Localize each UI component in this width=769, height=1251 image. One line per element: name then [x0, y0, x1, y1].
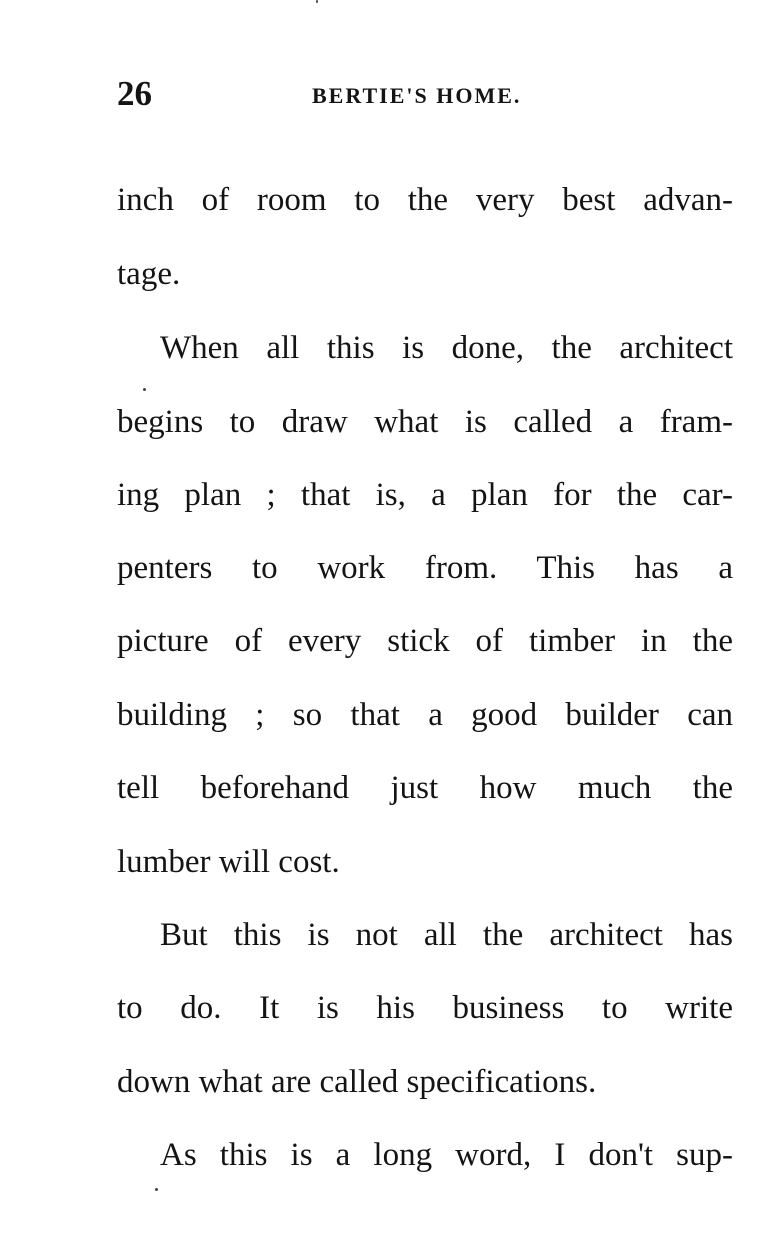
text-line: to do. It is his business to write	[117, 990, 733, 1026]
text-line: building ; so that a good builder can	[117, 697, 733, 733]
text-line: down what are called specifications.	[117, 1064, 597, 1100]
text-line: inch of room to the very best advan-	[117, 182, 733, 218]
running-head	[0, 72, 769, 122]
print-speck	[143, 388, 146, 391]
text-line: ing plan ; that is, a plan for the car-	[117, 477, 733, 513]
paragraph-start-line: But this is not all the architect has	[160, 917, 733, 953]
text-line: tage.	[117, 256, 181, 292]
page-number: 26	[117, 74, 152, 113]
text-line: penters to work from. This has a	[117, 550, 733, 586]
print-speck	[316, 0, 318, 3]
text-line: picture of every stick of timber in the	[117, 623, 733, 659]
text-line: begins to draw what is called a fram-	[117, 404, 733, 440]
text-line: lumber will cost.	[117, 844, 340, 880]
text-line: tell beforehand just how much the	[117, 770, 733, 806]
paragraph-start-line: When all this is done, the architect	[160, 330, 733, 366]
running-title: BERTIE'S HOME.	[312, 83, 522, 108]
print-speck	[155, 1188, 158, 1191]
paragraph-start-line: As this is a long word, I don't sup-	[160, 1137, 733, 1173]
